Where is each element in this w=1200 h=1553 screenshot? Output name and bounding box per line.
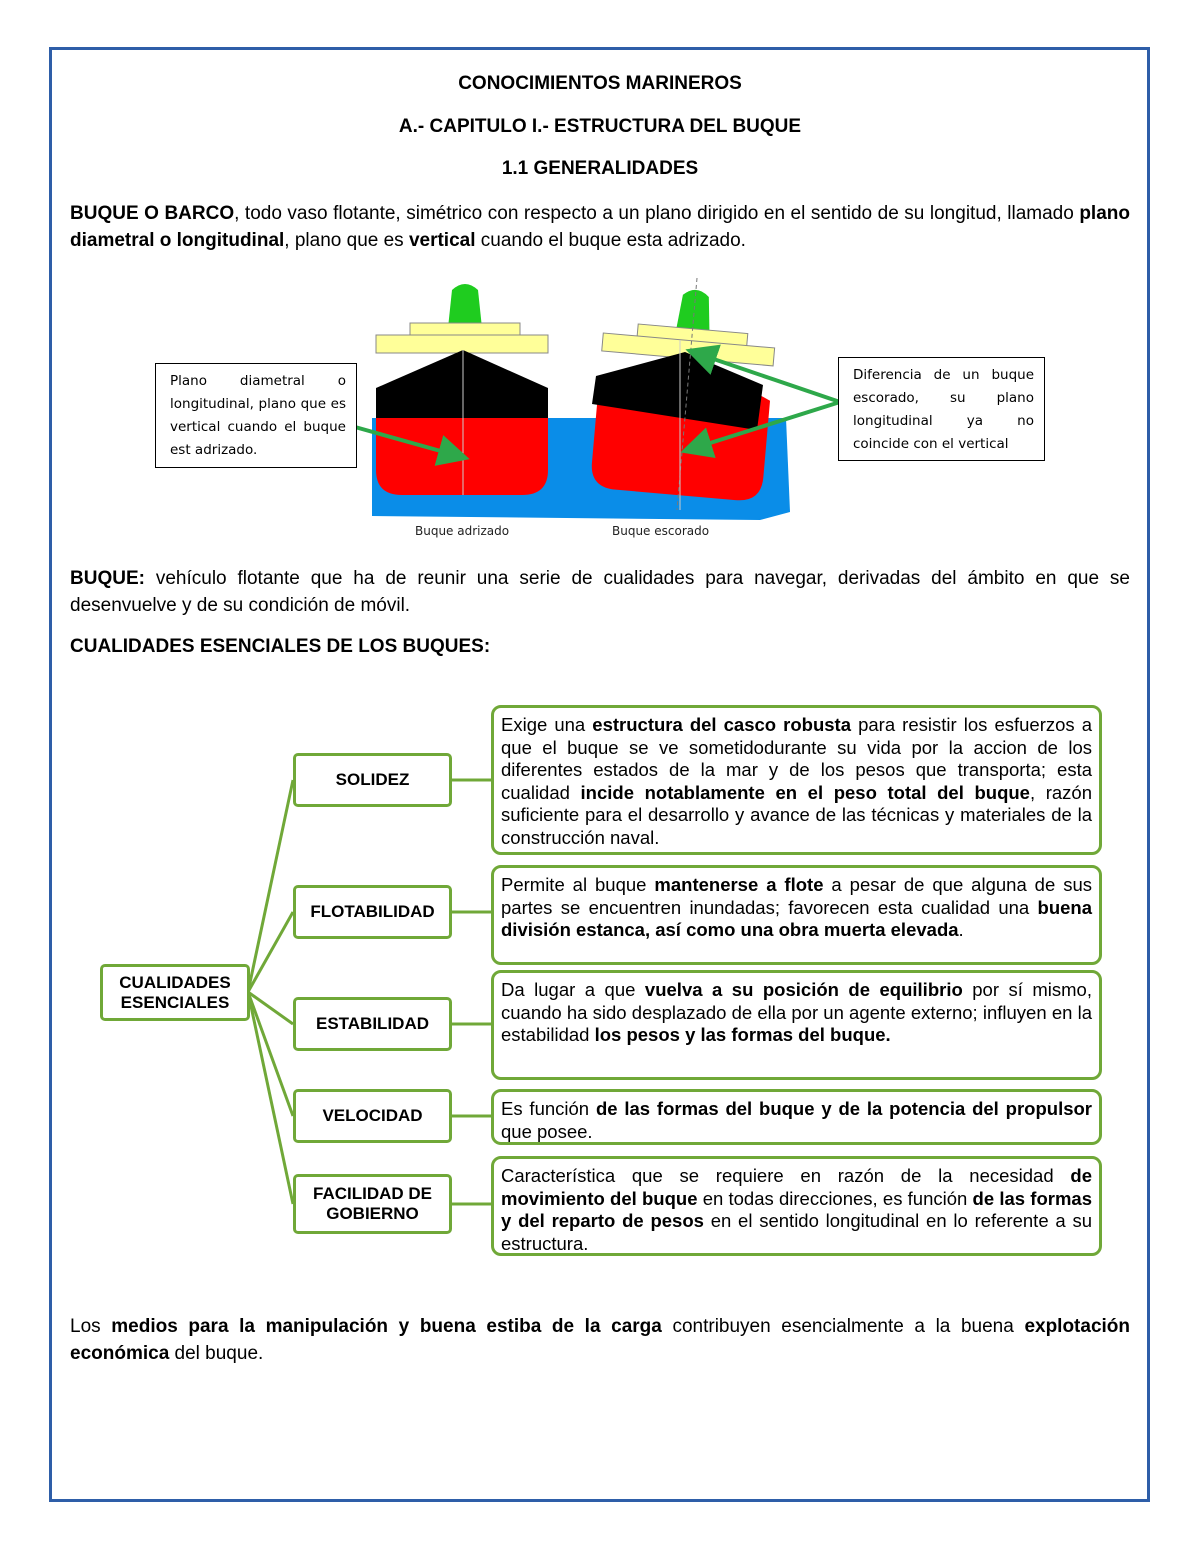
callout-upright: Plano diametral o longitudinal, plano que es vertical cuando el buque est adrizado. xyxy=(155,363,357,468)
label-heeled: Buque escorado xyxy=(612,524,710,538)
quality-node: FLOTABILIDAD xyxy=(293,885,452,939)
quality-node: SOLIDEZ xyxy=(293,753,452,807)
callout-heeled: Diferencia de un buque escorado, su plano longitudinal ya no coincide con el vertical xyxy=(838,357,1045,461)
buque-definition: BUQUE: vehículo flotante que ha de reunir una serie de cualidades para navegar, derivadas del ámbito en que se desenvuelve y de su condición de móvil. xyxy=(70,568,1130,616)
quality-node: ESTABILIDAD xyxy=(293,997,452,1051)
quality-node: VELOCIDAD xyxy=(293,1089,452,1143)
root-node: CUALIDADES ESENCIALES xyxy=(100,964,250,1021)
quality-description: Característica que se requiere en razón de la necesidad de movimiento del buque en todas direcciones, es función de las formas y del reparto de pesos en el sentido longitudinal en lo referente a su estructura. xyxy=(491,1156,1102,1256)
label-upright: Buque adrizado xyxy=(415,524,510,538)
intro-paragraph: BUQUE O BARCO, todo vaso flotante, simétrico con respecto a un plano dirigido en el sentido de su longitud, llamado plano diametral o longitudinal, plano que es vertical cuando el buque esta adrizado. xyxy=(70,203,1130,251)
quality-description: Da lugar a que vuelva a su posición de equilibrio por sí mismo, cuando ha sido desplazado de ella por un agente externo; influyen en la estabilidad los pesos y las formas del buque. xyxy=(491,970,1102,1080)
qualities-heading: CUALIDADES ESENCIALES DE LOS BUQUES: xyxy=(70,636,491,657)
quality-node: FACILIDAD DE GOBIERNO xyxy=(293,1174,452,1234)
quality-description: Es función de las formas del buque y de la potencia del propulsor que posee. xyxy=(491,1089,1102,1145)
section-title: 1.1 GENERALIDADES xyxy=(501,158,699,179)
quality-description: Permite al buque mantenerse a flote a pesar de que alguna de sus partes se encuentren inundadas; favorecen esta cualidad una buena división estanca, así como una obra muerta elevada. xyxy=(491,865,1102,965)
quality-description: Exige una estructura del casco robusta para resistir los esfuerzos a que el buque se ve sometidodurante su vida por la accion de los diferentes estados de la mar y de los pesos que transporta; esta cualidad incide notablamente en el peso total del buque, razón suficiente para el desarrollo y avance de las técnicas y materiales de la construcción naval. xyxy=(491,705,1102,855)
chapter-title: A.- CAPITULO I.- ESTRUCTURA DEL BUQUE xyxy=(398,116,802,137)
document-title: CONOCIMIENTOS MARINEROS xyxy=(458,73,742,94)
closing-paragraph: Los medios para la manipulación y buena estiba de la carga contribuyen esencialmente a la buena explotación económica del buque. xyxy=(70,1316,1131,1364)
